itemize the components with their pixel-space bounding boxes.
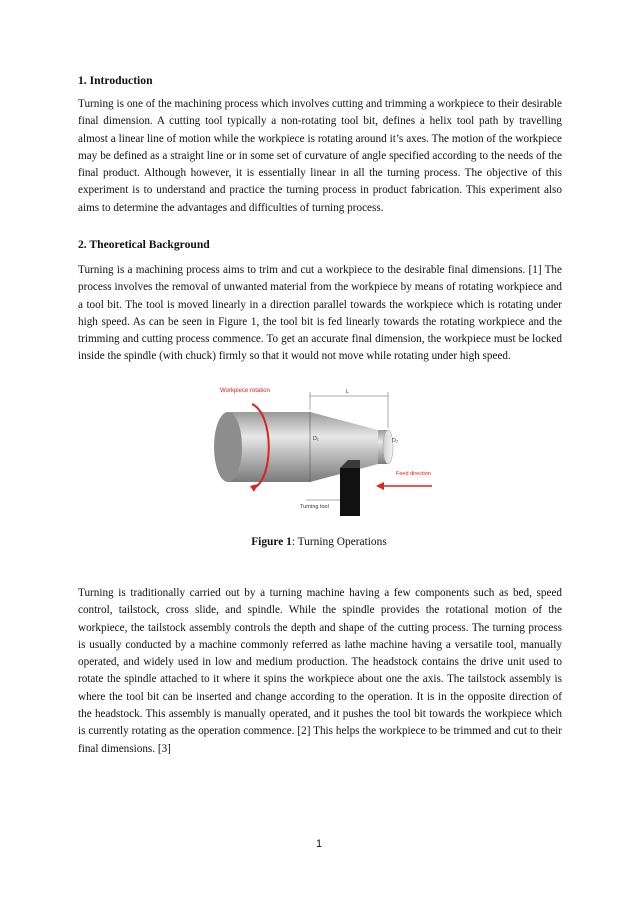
label-d2: D₂ [392,438,399,444]
label-workpiece-rotation: Workpiece rotation [220,388,270,394]
background-paragraph-1: Turning is a machining process aims to trim and cut a workpiece to the desirable final dimensions. [1] The process involves the removal of unwanted material from the workpiece by means of rotating workpiece and a tool bit. The tool is moved linearly in a direction parallel towards the workpiece which is rotating under high speed. As can be seen in Figure 1, the tool bit is fed linearly towards the rotating workpiece and the trimming and cutting process commence. To get an accurate final dimension, the workpiece must be locked inside the spindle (with chuck) firmly so that it would not move while rotating under high speed. [78,264,562,363]
label-l: L [346,389,350,395]
turning-diagram [200,382,440,524]
figure-caption [0,536,638,548]
section-heading-introduction: 1. Introduction [78,74,153,87]
turning-tool-icon [340,468,360,516]
figure-caption-text: : Turning Operations [291,536,387,548]
label-feed-direction: Feed direction [396,471,431,477]
workpiece-right-end [383,430,393,464]
introduction-paragraph: Turning is one of the machining process which involves cutting and trimming a workpiece to their desirable final dimension. A cutting tool typically a non-rotating tool bit, defines a helix tool path by travelling almost a linear line of motion while the workpiece is rotating around it’s axes. The motion of the workpiece may be defined as a straight line or in some set of curvature of angle specified according to the needs of the final product. Although however, it is essentially linear in all the turning process. The objective of this experiment is to understand and practice the turning process in product fabrication. This experiment also aims to determine the advantages and difficulties of turning process. [78,98,562,214]
figure-caption-label: Figure 1 [251,536,292,548]
turning-operation-figure [200,382,440,524]
label-d1: D₁ [313,436,319,442]
section-heading-theoretical-background: 2. Theoretical Background [78,238,210,251]
workpiece-left-end [214,412,242,482]
label-turning-tool: Turning tool [300,504,329,510]
background-paragraph-2: Turning is traditionally carried out by a turning machine having a few components such as bed, speed control, tailstock, cross slide, and spindle. While the spindle provides the rotational motion of the workpiece, the tailstock assembly controls the depth and shape of the cutting process. The turning process is usually conducted by a machine commonly referred as lathe machine having a versatile tool, manually operated, and widely used in low and medium production. The headstock contains the drive unit used to rotate the spindle attached to it where it spins the workpiece about one the axis. The tailstock assembly is where the tool bit can be inserted and change according to the operation. It is in the opposite direction of the headstock. This assembly is manually operated, and it pushes the tool bit towards the workpiece which is currently rotating as the operation commence. [2] This helps the workpiece to be trimmed and cut to their final dimensions. [3] [78,587,562,755]
page-number: 1 [315,838,323,850]
